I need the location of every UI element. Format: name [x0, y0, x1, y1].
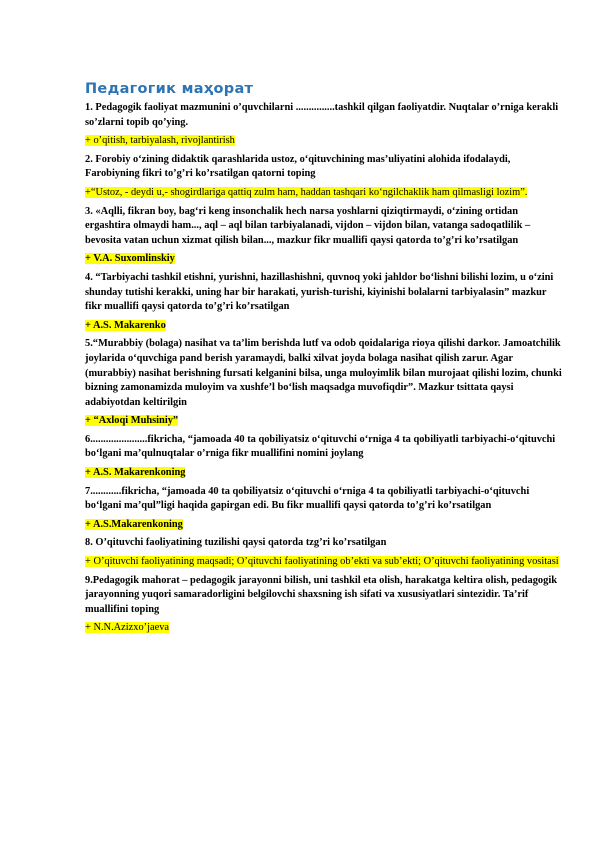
question-9: 9.Pedagogik mahorat – pedagogik jarayonni bilish, uni tashkil eta olish, harakatga keltira olish, pedagogik jarayonning yuqori samaradorligini belgilovchi shaxsning ish sifati va xususiyatlari sintezidir. Ta’rif muallifini toping — [85, 574, 557, 615]
answer-6-text: + A.S. Makarenkoning — [85, 467, 186, 479]
question-6: 6......................fikricha, “jamoada 40 ta qobiliyatsiz o‘qituvchi o‘rniga 4 ta qobiliyatli tarbiyachi-o‘qituvchi bo‘lgani ma’qulnuqtalar o’rniga fikr muallifini nomini joylang — [85, 433, 556, 460]
answer-8-text: + O’qituvchi faoliyatining maqsadi; O’qituvchi faoliyatining ob’ekti va sub’ekti; O’qituvchi faoliyatining vositasi — [85, 556, 559, 568]
answer-4-text: + A.S. Makarenko — [85, 319, 166, 331]
answer-5-text: + “Axloqi Muhsiniy” — [85, 415, 179, 427]
answer-1 — [85, 134, 563, 149]
answer-4 — [85, 319, 563, 334]
answer-3-text: + V.A. Suxomlinskiy — [85, 253, 175, 265]
answer-1-text: + o’qitish, tarbiyalash, rivojlantirish — [85, 135, 235, 147]
answer-5 — [85, 414, 563, 429]
question-5: 5.“Murabbiy (bolaga) nasihat va ta’lim berishda lutf va odob qoidalariga rioya qilishi darkor. Jamoatchilik joylarida o‘quvchiga pand berish yaramaydi, balki xilvat joyda bolaga nasihat qilish zarur. Agar (murabbiy) nasihat berishning fursati kelganini bilsa, unga muloyimlik bilan murojaat qilishi lozim, chunki bizning zamonamizda muloyim va xushfe’l bo‘lish maqsadga muvofiqdir”. Mazkur tsittata qaysi adabiyotdan keltirilgin — [85, 338, 562, 408]
question-1: 1. Pedagogik faoliyat mazmunini o’quvchilarni ...............tashkil qilgan faoliyatdir. Nuqtalar o’rniga kerakli so’zlarni topib qo’ying. — [85, 102, 559, 128]
answer-9 — [85, 621, 563, 636]
answer-9-text: + N.N.Azizxo’jaeva — [85, 622, 170, 634]
page-title: Педагогик маҳорат — [85, 81, 254, 97]
answer-7-text: + A.S.Makarenkoning — [85, 518, 183, 530]
question-3: 3. «Aqlli, fikran boy, bag‘ri keng insonchalik hech narsa yoshlarni qiziqtirmaydi, o‘zining ortidan ergashtira olmaydi ham..., aql – aql bilan tarbiyalanadi, vijdon – vijdon bilan, vatanga sadoqatlilik – bevosita vatan uchun xizmat qilish bilan..., mazkur fikr muallifi qaysi qatorda to’g’ri ko’rsatilgan — [85, 205, 531, 246]
answer-8 — [85, 555, 563, 570]
question-4: 4. “Tarbiyachi tashkil etishni, yurishni, hazillashishni, quvnoq yoki jahldor bo‘lishni bilishi lozim, u o‘zini shunday tutishi kerakki, uning har bir harakati, yurish-turishi, kiyinishi bolalarni tarbiyalasin” mazkur fikr muallifi qaysi qatorda to’g’ri ko’rsatilgan — [85, 271, 554, 313]
question-8: 8. O’qituvchi faoliyatining tuzilishi qaysi qatorda tzg’ri ko’rsatilgan — [85, 537, 387, 549]
answer-6 — [85, 466, 563, 481]
answer-2-text: +“Ustoz, - deydi u,- shogirdlariga qattiq zulm ham, haddan tashqari ko‘ngilchaklik ham qilmasligi lozim”. — [85, 186, 528, 198]
document-page — [85, 81, 563, 640]
question-2: 2. Forobiy o‘zining didaktik qarashlarida ustoz, o‘qituvchining mas’uliyatini alohida ifodalaydi, Farobiyning fikri to’g’ri ko’rsatilgan qatorni toping — [85, 153, 511, 180]
answer-3 — [85, 252, 563, 267]
question-7: 7............fikricha, “jamoada 40 ta qobiliyatsiz o‘qituvchi o‘rniga 4 ta qobiliyatli tarbiyachi-o‘qituvchi bo‘lgani ma’qul”ligi haqida gapirgan edi. Bu fikr muallifi qaysi qatorda to’g’ri ko’rsatilgan — [85, 485, 530, 512]
answer-7 — [85, 518, 563, 533]
answer-2 — [85, 186, 563, 201]
